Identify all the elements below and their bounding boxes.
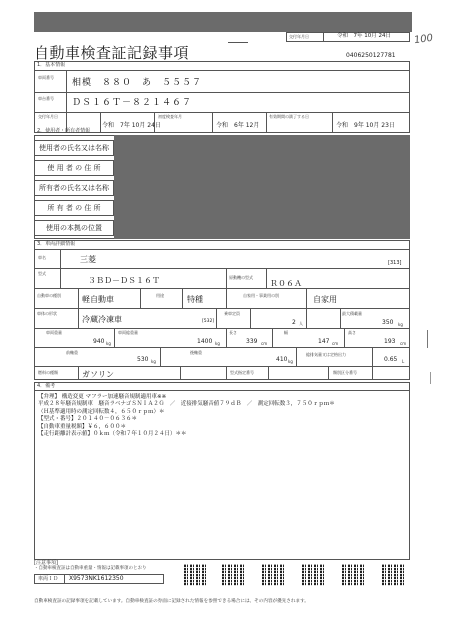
document-number: 0406250127781 [346, 52, 396, 59]
remark-line: （Ｈ基準適用時の測定回転数４，６５０ｒｐｍ）＊ [38, 408, 165, 415]
chassis-number: ＤＳ１６Ｔ－８２１４６７ [72, 98, 193, 108]
purpose-value: 自家用 [313, 295, 337, 304]
qr-code-icon [382, 564, 404, 586]
fuel-value: ガソリン [82, 370, 114, 379]
max-load-unit: kg [398, 322, 403, 327]
first-reg-value: 令和 6年 12月 [216, 122, 260, 129]
front-axle-value: 530 [137, 356, 149, 363]
notes-label: [注意事項] [34, 560, 58, 566]
redacted-header [34, 12, 412, 32]
body-value: 冷蔵冷凍車 [82, 315, 122, 324]
redacted-owner-info [114, 135, 410, 239]
disclaimer-text: 自動車検査証の記録事項を記載しています。自動車検査証の券面に記録された情報を参照できる場合には、その内容が優先されます。 [34, 599, 309, 604]
section-vehicle: 3．車両詳細情報 [37, 241, 76, 247]
notes-line: ・自動車検査証は自動車重量・情報は記載事項のとおり [34, 566, 147, 571]
remark-line: 【弁理】 構造変更 マフラー加速騒音規制適用車※※ [38, 394, 167, 400]
body-label: 車体の形状 [37, 311, 57, 316]
model-value: ３ＢＤ－ＤＳ１６Ｔ [88, 276, 160, 285]
make-value: 三菱 [80, 255, 96, 264]
height-unit: cm [400, 341, 407, 346]
rear-axle-value: 410 [276, 356, 288, 363]
type-label: 自動車の種別 [37, 293, 61, 298]
qr-code-icon [342, 564, 364, 586]
remark-line: 平成２８年騒音規制車 騒音ラベナゴＳＮＩＡ２Ｇ ／ 近接排気騒音値７９ｄＢ ／ 測定回転数３，７５０ｒｐｍ＊ [38, 401, 335, 408]
first-reg-label: 初度検査年月 [158, 114, 182, 119]
purpose-label: 自家用・事業用の別 [243, 293, 279, 298]
user-address-label: 使 用 者 の 住 所 [34, 160, 114, 176]
reg-number: 相模 ８８０ あ ５５５７ [72, 78, 203, 88]
designation-label: 型式指定番号 [230, 370, 254, 375]
reg-number-label: 車両番号 [38, 75, 54, 80]
qr-code-icon [222, 564, 244, 586]
issue-date-box-label: 交付年月日 [289, 34, 309, 39]
make-label: 車名 [38, 255, 46, 260]
gross-weight-value: 1400 [197, 338, 213, 345]
user-name-label: 使用者の氏名又は名称 [34, 140, 114, 156]
max-load-label: 最大積載量 [342, 311, 362, 316]
category-label: 類別区分番号 [333, 370, 357, 375]
section-basic: 1．基本情報 [37, 62, 66, 68]
engine-label: 原動機の型式 [229, 275, 253, 280]
issue-label: 交付年月日 [38, 114, 58, 119]
capacity-value: 2 [292, 319, 296, 326]
car-id-value: X9573NK1612350 [69, 575, 124, 582]
make-code: [313] [388, 260, 402, 266]
issue-date-box-value: 令和 7年 10月 24日 [337, 33, 391, 39]
fuel-label: 燃料の種類 [38, 370, 58, 375]
car-id-label: 車両ＩＤ [38, 576, 59, 582]
height-label: 高さ [348, 330, 356, 335]
qr-code-icon [302, 564, 324, 586]
type-value: 軽自動車 [82, 295, 114, 304]
width-unit: cm [332, 341, 339, 346]
height-value: 193 [384, 338, 396, 345]
handwritten-mark: 100 [413, 32, 434, 47]
section-user-owner: 2．使用者・所有者情報 [37, 128, 91, 134]
front-axle-unit: kg [151, 359, 156, 364]
max-load-value: 350 [382, 319, 394, 326]
expiry-value: 令和 9年 10月 23日 [336, 122, 395, 129]
remark-line: 【自動車重量税額】￥６，６００＊ [38, 423, 127, 430]
body-code: [532] [202, 319, 215, 324]
rear-axle-label: 後軸重 [190, 350, 202, 355]
page-title: 自動車検査証記録事項 [34, 44, 190, 62]
gross-weight-unit: kg [215, 341, 220, 346]
rear-axle-unit: kg [288, 359, 293, 364]
length-unit: cm [261, 341, 268, 346]
remarks-text [38, 394, 335, 438]
front-axle-label: 前軸重 [66, 350, 78, 355]
length-label: 長さ [229, 330, 237, 335]
capacity-label: 乗車定員 [224, 311, 240, 316]
weight-unit: kg [106, 341, 111, 346]
model-label: 型式 [38, 271, 46, 276]
issue-value: 令和 7年 10月 24日 [102, 122, 161, 129]
owner-name-label: 所有者の氏名又は名称 [34, 180, 114, 196]
remark-line: 【型式・番号】２０１４０－０６３６＊ [38, 416, 138, 423]
base-location-label: 使用の本拠の位置 [34, 220, 114, 236]
width-value: 147 [318, 338, 330, 345]
use-label: 用途 [156, 293, 164, 298]
use-value: 特種 [187, 295, 203, 304]
scan-mark [427, 330, 428, 348]
weight-value: 940 [93, 338, 105, 345]
displacement-value: 0.65 [384, 356, 398, 363]
qr-code-icon [262, 564, 284, 586]
scan-mark [430, 372, 431, 384]
remark-line: 【走行距離計表示値】０ｋｍ（令和７年１０月２４日）＊＊ [38, 431, 187, 438]
expiry-label: 有効期間の満了する日 [269, 114, 309, 119]
owner-address-label: 所 有 者 の 住 所 [34, 200, 114, 216]
weight-label: 車両重量 [46, 330, 62, 335]
width-label: 幅 [284, 330, 288, 335]
section-remarks: 4．備考 [37, 383, 56, 389]
chassis-label: 車台番号 [38, 96, 54, 101]
displacement-unit: L [402, 359, 405, 364]
qr-code-icon [184, 564, 206, 586]
displacement-label: 総排気量又は定格出力 [306, 352, 346, 357]
capacity-unit: 人 [299, 321, 303, 326]
gross-weight-label: 車両総重量 [118, 330, 138, 335]
engine-value: Ｒ０６Ａ [270, 279, 302, 288]
length-value: 339 [246, 338, 258, 345]
